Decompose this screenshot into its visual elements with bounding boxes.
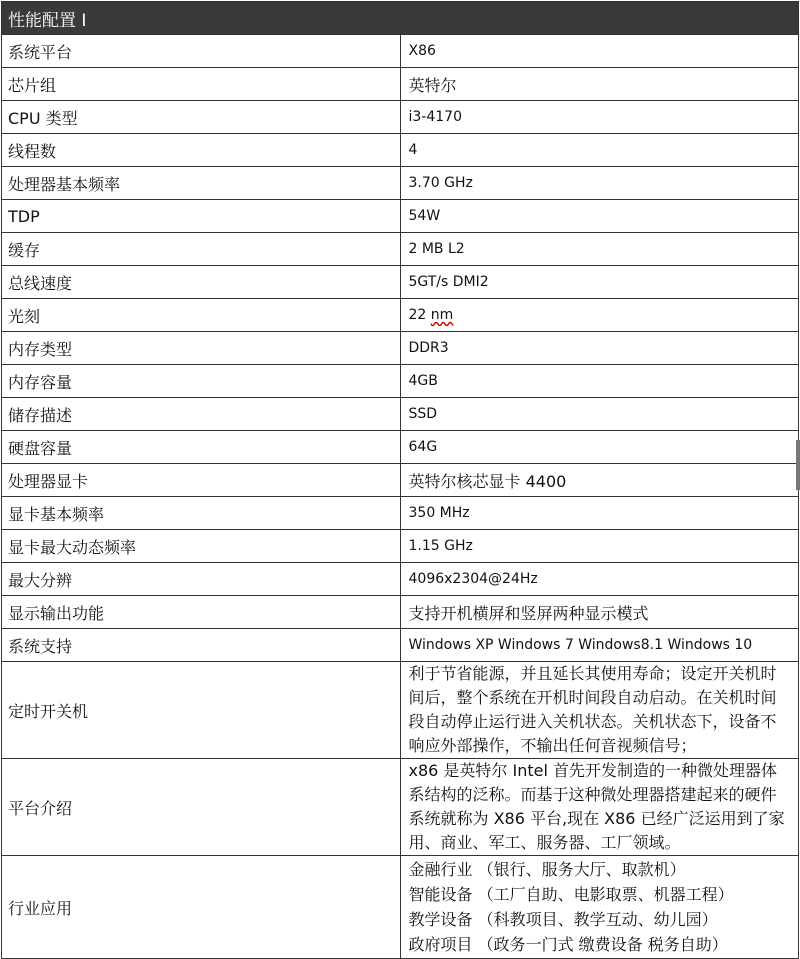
list-item: 政府项目 （政务一门式 缴费设备 税务自助）	[408, 935, 728, 954]
row-label: 最大分辨	[2, 563, 401, 596]
row-value: 3.70 GHz	[400, 167, 799, 200]
spec-table	[1, 1, 799, 959]
row-value: 英特尔核芯显卡 4400	[400, 464, 799, 497]
row-label: 硬盘容量	[2, 431, 401, 464]
table-row	[2, 856, 799, 959]
row-label: 显示输出功能	[2, 596, 401, 629]
row-value: 利于节省能源，并且延长其使用寿命；设定开关机时间后，整个系统在开机时间段自动启动。在关机时间段自动停止运行进入关机状态。关机状态下，设备不响应外部操作，不输出任何音视频信号；	[400, 662, 799, 759]
value-number: 22	[408, 307, 431, 323]
row-value: 英特尔	[400, 68, 799, 101]
row-label: 系统平台	[2, 35, 401, 68]
row-label: 光刻	[2, 299, 401, 332]
row-label: 显卡最大动态频率	[2, 530, 401, 563]
table-row	[2, 563, 799, 596]
row-label: 芯片组	[2, 68, 401, 101]
row-value: X86	[400, 35, 799, 68]
table-row	[2, 759, 799, 856]
table-row	[2, 662, 799, 759]
row-label: 储存描述	[2, 398, 401, 431]
row-value: 5GT/s DMI2	[400, 266, 799, 299]
row-value	[400, 299, 799, 332]
row-value: 64G	[400, 431, 799, 464]
table-row	[2, 497, 799, 530]
table-row	[2, 200, 799, 233]
row-value: 350 MHz	[400, 497, 799, 530]
row-label: 处理器显卡	[2, 464, 401, 497]
table-row	[2, 299, 799, 332]
table-row	[2, 398, 799, 431]
table-row	[2, 35, 799, 68]
row-value: i3-4170	[400, 101, 799, 134]
table-row	[2, 530, 799, 563]
table-row	[2, 101, 799, 134]
table-row	[2, 266, 799, 299]
table-row	[2, 629, 799, 662]
row-label: 平台介绍	[2, 759, 401, 856]
row-value: x86 是英特尔 Intel 首先开发制造的一种微处理器体系结构的泛称。而基于这种微处理器搭建起来的硬件系统就称为 X86 平台,现在 X86 已经广泛运用到了家用、商业、军工、服务器、工厂领域。	[400, 759, 799, 856]
row-value: 4096x2304@24Hz	[400, 563, 799, 596]
scrollbar-thumb[interactable]	[796, 440, 800, 490]
table-row	[2, 464, 799, 497]
table-row	[2, 167, 799, 200]
row-value: 4	[400, 134, 799, 167]
table-row	[2, 596, 799, 629]
row-label: 缓存	[2, 233, 401, 266]
row-label: 系统支持	[2, 629, 401, 662]
row-label: TDP	[2, 200, 401, 233]
row-label: 处理器基本频率	[2, 167, 401, 200]
row-label: CPU 类型	[2, 101, 401, 134]
row-label: 线程数	[2, 134, 401, 167]
row-value: 1.15 GHz	[400, 530, 799, 563]
row-value: 4GB	[400, 365, 799, 398]
row-value: 54W	[400, 200, 799, 233]
list-item: 智能设备 （工厂自助、电影取票、机器工程）	[408, 885, 734, 904]
table-row	[2, 431, 799, 464]
row-value: SSD	[400, 398, 799, 431]
row-label: 定时开关机	[2, 662, 401, 759]
row-value: 2 MB L2	[400, 233, 799, 266]
table-row	[2, 134, 799, 167]
value-unit: nm	[430, 307, 454, 323]
row-label: 显卡基本频率	[2, 497, 401, 530]
row-value: Windows XP Windows 7 Windows8.1 Windows 10	[400, 629, 799, 662]
table-header-row	[2, 2, 799, 35]
row-label: 内存容量	[2, 365, 401, 398]
table-title: 性能配置 I	[2, 2, 799, 35]
list-item: 金融行业 （银行、服务大厅、取款机）	[408, 860, 686, 879]
table-row	[2, 68, 799, 101]
table-row	[2, 233, 799, 266]
row-value: DDR3	[400, 332, 799, 365]
table-row	[2, 365, 799, 398]
row-value: 支持开机横屏和竖屏两种显示模式	[400, 596, 799, 629]
list-item: 教学设备 （科教项目、教学互动、幼儿园）	[408, 910, 718, 929]
industry-list	[400, 856, 799, 959]
row-label: 内存类型	[2, 332, 401, 365]
table-row	[2, 332, 799, 365]
row-label: 总线速度	[2, 266, 401, 299]
row-label: 行业应用	[2, 856, 401, 959]
